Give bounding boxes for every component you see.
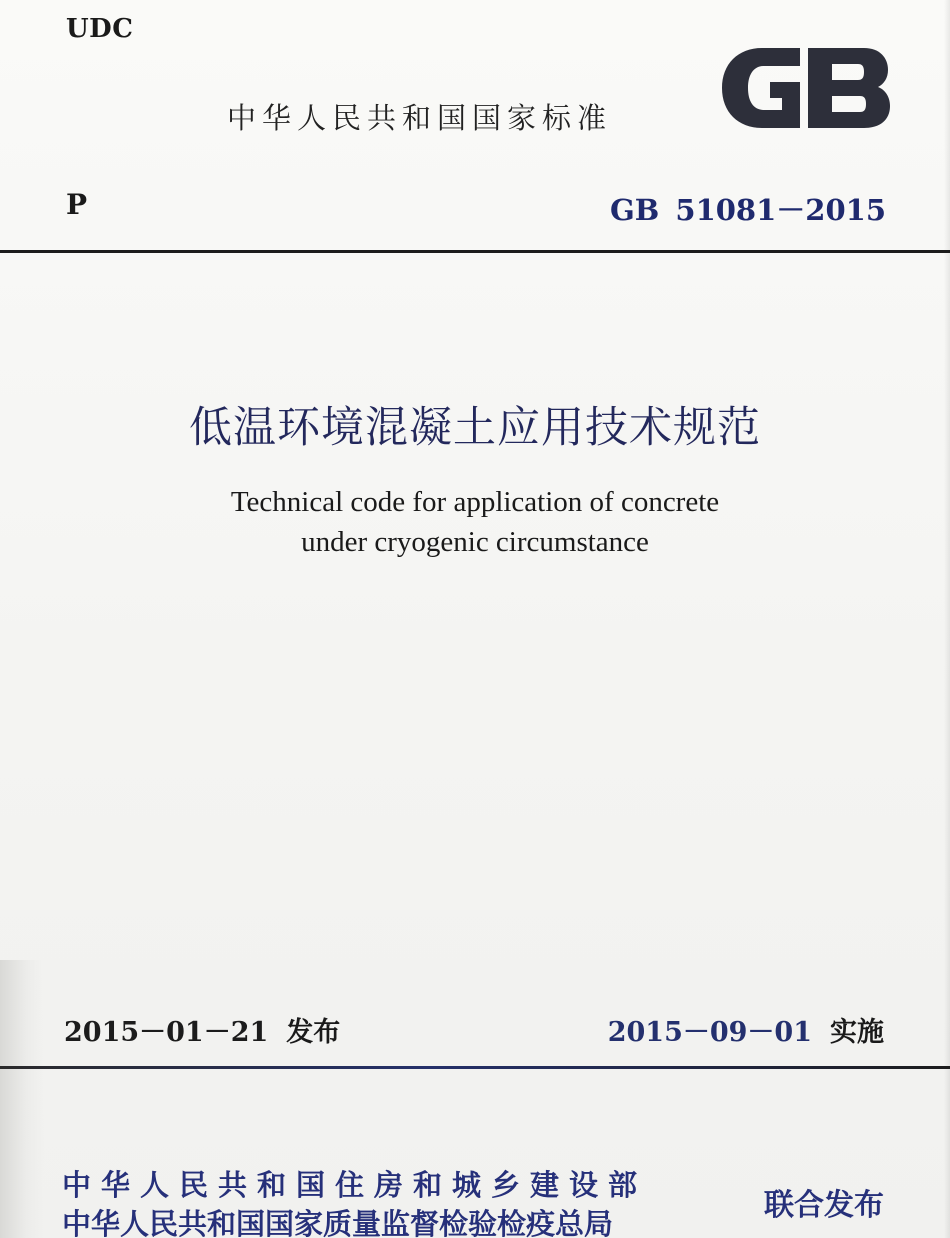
national-standard-heading: 中华人民共和国国家标准	[227, 101, 613, 135]
title-english	[0, 482, 950, 562]
issuer-ministry: 中华人民共和国住房和城乡建设部	[62, 1168, 648, 1202]
joint-release-label: 联合发布	[764, 1188, 884, 1223]
header-divider	[0, 250, 950, 253]
effective-date: 2015－09－01	[607, 1017, 812, 1048]
scan-edge-shadow	[0, 960, 44, 1238]
title-chinese: 低温环境混凝土应用技术规范	[189, 403, 761, 453]
issue-date-row	[64, 1010, 340, 1049]
standard-code: GB 51081－2015	[610, 193, 886, 227]
title-english-line1: Technical code for application of concrete	[230, 486, 720, 518]
effective-date-row	[608, 1010, 884, 1049]
category-label: P	[66, 188, 88, 221]
gb-logo	[716, 44, 892, 132]
issue-date: 2015－01－21	[64, 1017, 269, 1048]
title-english-line2: under cryogenic circumstance	[301, 526, 649, 558]
issuer-administration: 中华人民共和国国家质量监督检验检疫总局	[62, 1207, 614, 1238]
effective-label: 实施	[830, 1017, 884, 1048]
udc-label: UDC	[66, 14, 134, 44]
footer-divider	[0, 1066, 950, 1069]
scan-right-shadow	[944, 0, 950, 1238]
issue-label: 发布	[286, 1017, 341, 1048]
